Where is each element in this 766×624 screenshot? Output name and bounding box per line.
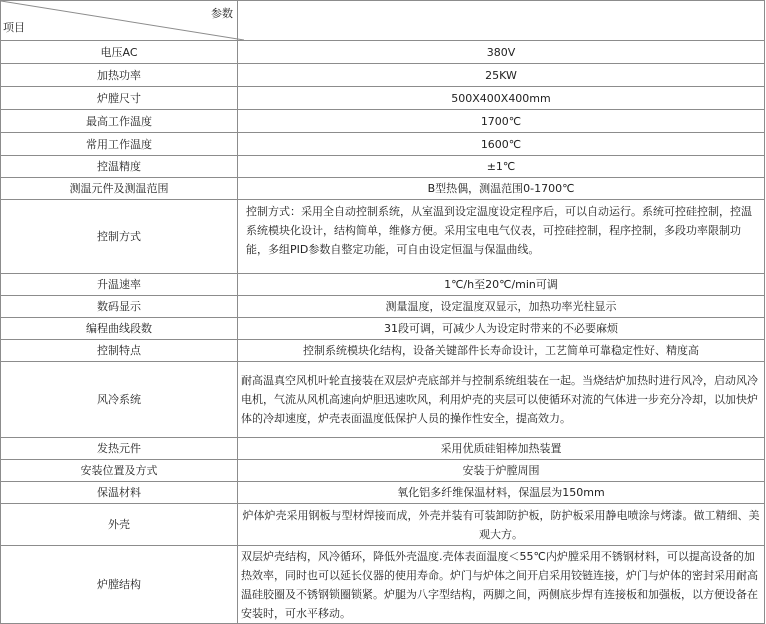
row-value: 1600℃ bbox=[238, 133, 765, 156]
table-row bbox=[1, 41, 765, 64]
row-value: 安装于炉膛周围 bbox=[238, 460, 765, 482]
table-row bbox=[1, 274, 765, 296]
row-name: 保温材料 bbox=[1, 482, 238, 504]
table-row bbox=[1, 64, 765, 87]
row-name: 控制方式 bbox=[1, 200, 238, 274]
row-name: 控制特点 bbox=[1, 340, 238, 362]
row-value: ±1℃ bbox=[238, 156, 765, 178]
row-name: 升温速率 bbox=[1, 274, 238, 296]
row-name: 最高工作温度 bbox=[1, 110, 238, 133]
table-row bbox=[1, 200, 765, 274]
row-name: 控温精度 bbox=[1, 156, 238, 178]
table-row bbox=[1, 460, 765, 482]
table-row bbox=[1, 156, 765, 178]
row-value: 氧化铝多纤维保温材料，保温层为150mm bbox=[238, 482, 765, 504]
table-row bbox=[1, 296, 765, 318]
table-row bbox=[1, 318, 765, 340]
header-blank-cell bbox=[238, 1, 765, 41]
row-name: 数码显示 bbox=[1, 296, 238, 318]
table-row bbox=[1, 504, 765, 546]
table-row bbox=[1, 178, 765, 200]
header-row bbox=[1, 1, 765, 41]
table-row bbox=[1, 438, 765, 460]
row-value: 25KW bbox=[238, 64, 765, 87]
row-value: B型热偶，测温范围0-1700℃ bbox=[238, 178, 765, 200]
row-value: 测量温度，设定温度双显示，加热功率光柱显示 bbox=[238, 296, 765, 318]
table-row bbox=[1, 362, 765, 438]
table-row bbox=[1, 340, 765, 362]
row-name: 编程曲线段数 bbox=[1, 318, 238, 340]
row-value: 炉体炉壳采用钢板与型材焊接而成，外壳并装有可装卸防护板，防护板采用静电喷涂与烤漆。做工精细、美观大方。 bbox=[238, 504, 765, 546]
row-value: 耐高温真空风机叶轮直接装在双层炉壳底部并与控制系统组装在一起。当烧结炉加热时进行风冷，启动风冷电机，气流从风机高速向炉胆迅速吹风，利用炉壳的夹层可以使循环对流的气体进一步充分冷却，以加快炉体的冷却速度，炉壳表面温度低保护人员的操作性安全，提高效力。 bbox=[238, 362, 765, 438]
diagonal-divider bbox=[1, 1, 244, 40]
row-value: 380V bbox=[238, 41, 765, 64]
row-name: 风冷系统 bbox=[1, 362, 238, 438]
row-name: 加热功率 bbox=[1, 64, 238, 87]
row-value: 500X400X400mm bbox=[238, 87, 765, 110]
row-name: 常用工作温度 bbox=[1, 133, 238, 156]
row-name: 测温元件及测温范围 bbox=[1, 178, 238, 200]
row-value: 31段可调，可减少人为设定时带来的不必要麻烦 bbox=[238, 318, 765, 340]
param-label: 参数 bbox=[211, 7, 233, 20]
row-value: 1℃/h至20℃/min可调 bbox=[238, 274, 765, 296]
row-value: 控制系统模块化结构，设备关键部件长寿命设计，工艺简单可靠稳定性好、精度高 bbox=[238, 340, 765, 362]
table-row bbox=[1, 87, 765, 110]
header-diagonal-cell bbox=[1, 1, 238, 41]
row-name: 电压AC bbox=[1, 41, 238, 64]
item-label: 项目 bbox=[3, 21, 25, 34]
row-name: 发热元件 bbox=[1, 438, 238, 460]
table-row bbox=[1, 482, 765, 504]
row-name: 炉膛尺寸 bbox=[1, 87, 238, 110]
row-value: 控制方式：采用全自动控制系统，从室温到设定温度设定程序后，可以自动运行。系统可控硅控制，控温系统模块化设计，结构简单，维修方便。采用宝电电气仪表，可控硅控制，程序控制，多段功率限制功能，多组PID参数自整定功能，可自由设定恒温与保温曲线。 bbox=[238, 200, 765, 274]
row-value: 双层炉壳结构，风冷循环，降低外壳温度.壳体表面温度＜55℃内炉膛采用不锈钢材料，可以提高设备的加热效率，同时也可以延长仪器的使用寿命。炉门与炉体之间开启采用铰链连接，炉门与炉体的密封采用耐高温硅胶圈及不锈钢锁圈锁紧。炉腿为八字型结构，两脚之间，两侧底步焊有连接板和加强板，以方便设备在安装时，可水平移动。 bbox=[238, 546, 765, 624]
row-name: 外壳 bbox=[1, 504, 238, 546]
row-value: 1700℃ bbox=[238, 110, 765, 133]
table-row bbox=[1, 110, 765, 133]
row-name: 安装位置及方式 bbox=[1, 460, 238, 482]
row-name: 炉膛结构 bbox=[1, 546, 238, 624]
row-value: 采用优质硅钼棒加热装置 bbox=[238, 438, 765, 460]
table-row bbox=[1, 133, 765, 156]
table-row bbox=[1, 546, 765, 624]
